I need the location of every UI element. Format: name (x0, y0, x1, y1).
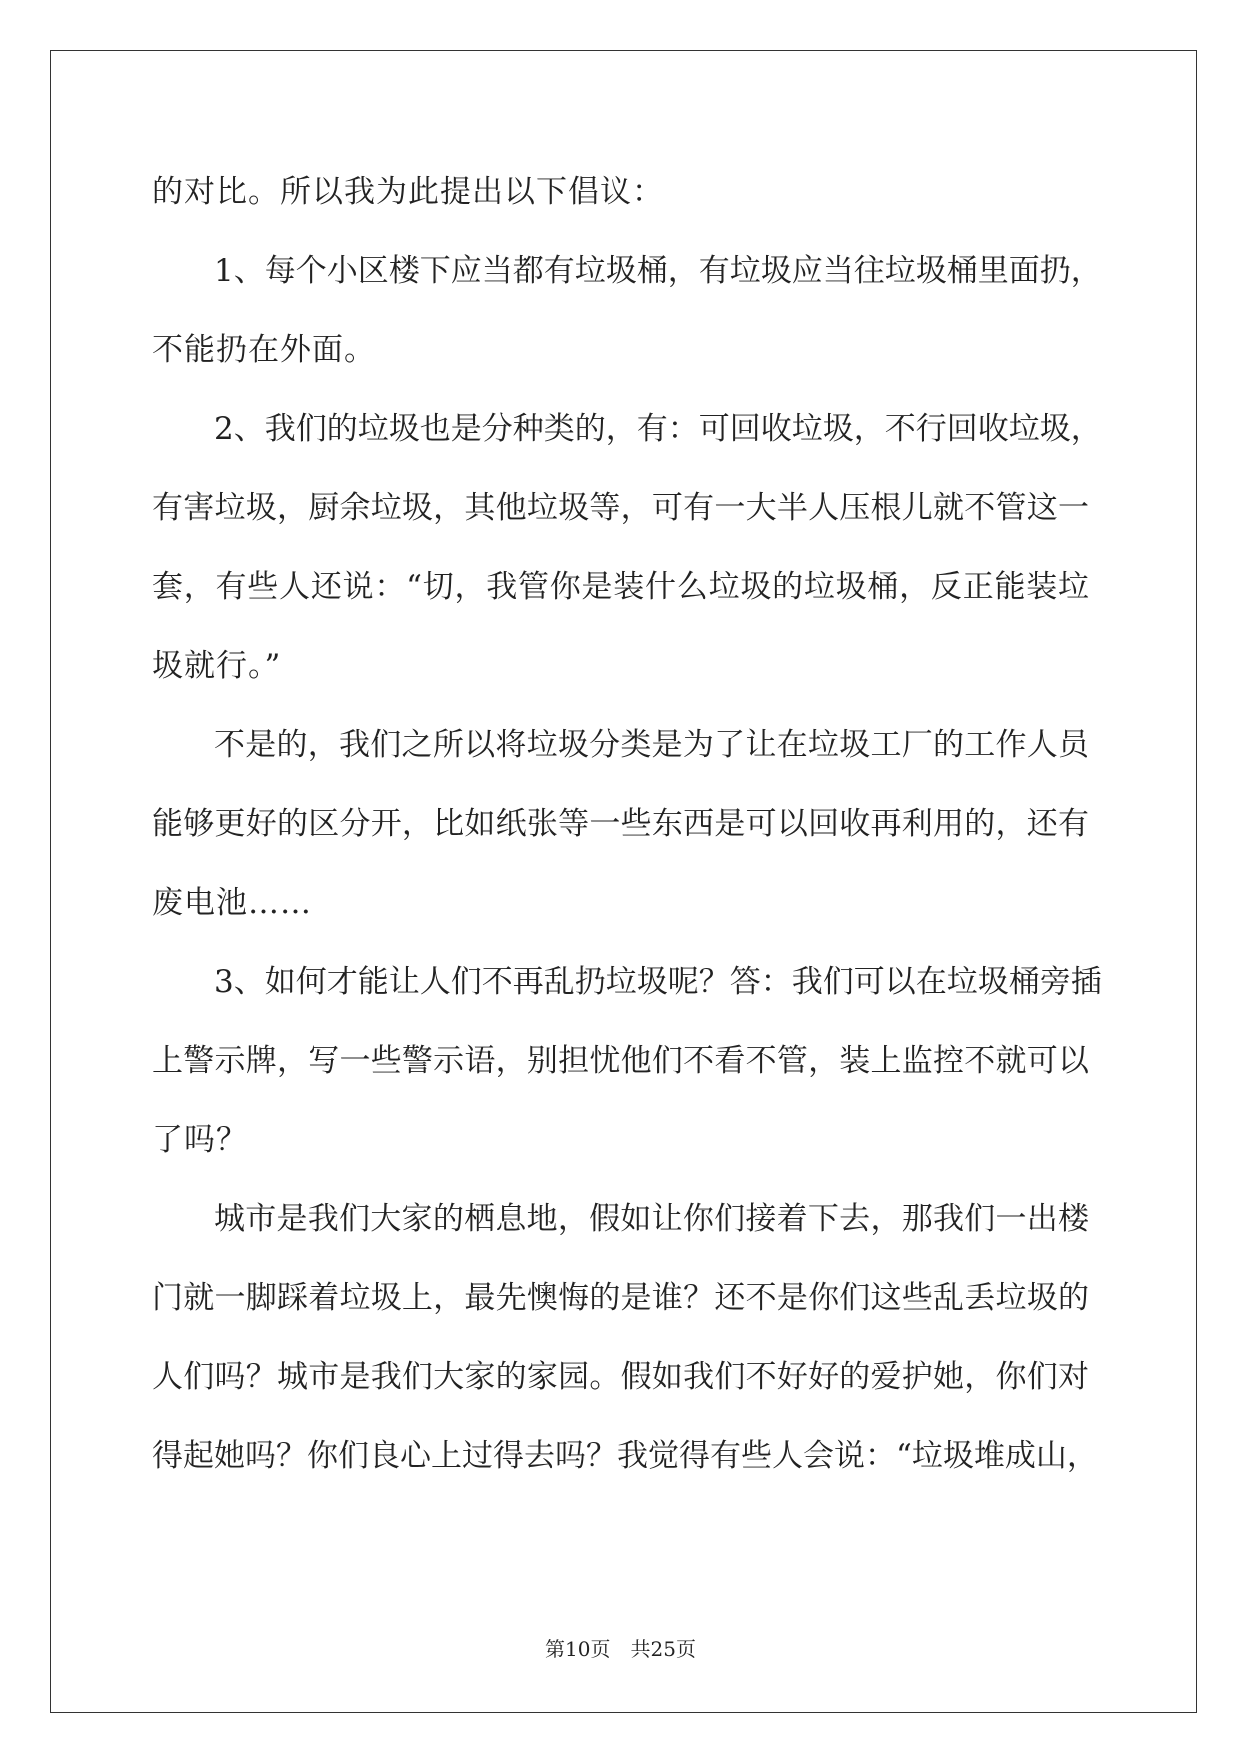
text-line-1: 的对比。所以我为此提出以下倡议： (152, 174, 664, 210)
text-line-17: 得起她吗？你们良心上过得去吗？我觉得有些人会说：“垃圾堆成山， (152, 1438, 1098, 1474)
text-line-15: 门就一脚踩着垃圾上，最先懊悔的是谁？还不是你们这些乱丢垃圾的 (152, 1280, 1089, 1316)
text-line-7: 圾就行。” (152, 648, 282, 684)
page-number-label: 第10页 (545, 1637, 611, 1661)
text-line-16: 人们吗？城市是我们大家的家园。假如我们不好好的爱护她，你们对 (152, 1359, 1089, 1395)
text-line-11: 3、如何才能让人们不再乱扔垃圾呢？答：我们可以在垃圾桶旁插 (214, 964, 1102, 1000)
page-footer (0, 1636, 1241, 1662)
text-line-13: 了吗？ (152, 1122, 248, 1158)
text-line-2: 1、每个小区楼下应当都有垃圾桶，有垃圾应当往垃圾桶里面扔， (214, 253, 1102, 289)
text-line-8: 不是的，我们之所以将垃圾分类是为了让在垃圾工厂的工作人员 (214, 727, 1089, 763)
text-line-10: 废电池…… (152, 885, 312, 921)
text-line-14: 城市是我们大家的栖息地，假如让你们接着下去，那我们一出楼 (214, 1201, 1089, 1237)
text-line-4: 2、我们的垃圾也是分种类的，有：可回收垃圾，不行回收垃圾， (214, 411, 1102, 447)
text-line-9: 能够更好的区分开，比如纸张等一些东西是可以回收再利用的，还有 (152, 806, 1089, 842)
text-line-6: 套，有些人还说：“切，我管你是装什么垃圾的垃圾桶，反正能装垃 (152, 569, 1089, 605)
text-line-12: 上警示牌，写一些警示语，别担忧他们不看不管，装上监控不就可以 (152, 1043, 1089, 1079)
text-line-5: 有害垃圾，厨余垃圾，其他垃圾等，可有一大半人压根儿就不管这一 (152, 490, 1089, 526)
text-line-3: 不能扔在外面。 (152, 332, 376, 368)
total-pages-label: 共25页 (630, 1637, 696, 1661)
